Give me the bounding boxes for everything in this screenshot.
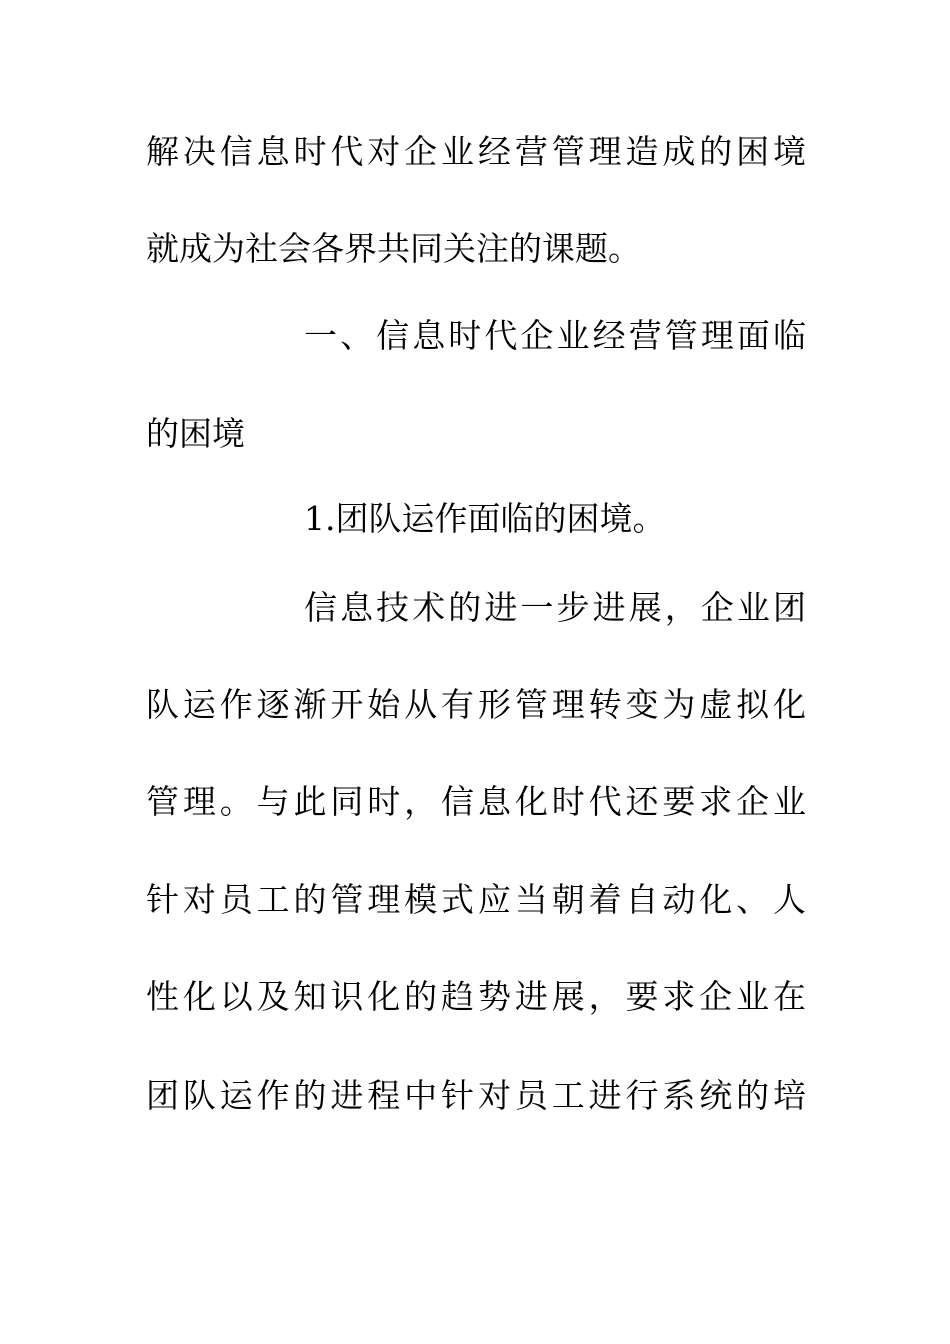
- section-heading-line: 的困境: [146, 414, 245, 453]
- paragraph-line: 就成为社会各界共同关注的课题。: [146, 229, 641, 268]
- paragraph-line: 队运作逐渐开始从有形管理转变为虚拟化: [146, 685, 806, 724]
- paragraph-line: 信息技术的进一步进展，企业团: [304, 588, 806, 627]
- subsection-heading: 1.团队运作面临的困境。: [304, 499, 666, 538]
- paragraph-line: 性化以及知识化的趋势进展，要求企业在: [146, 977, 806, 1016]
- paragraph-line: 解决信息时代对企业经营管理造成的困境: [146, 132, 806, 171]
- paragraph-line: 管理。与此同时，信息化时代还要求企业: [146, 782, 806, 821]
- paragraph-line: 针对员工的管理模式应当朝着自动化、人: [146, 880, 806, 919]
- paragraph-line: 团队运作的进程中针对员工进行系统的培: [146, 1076, 806, 1115]
- section-heading-line: 一、信息时代企业经营管理面临: [304, 316, 806, 355]
